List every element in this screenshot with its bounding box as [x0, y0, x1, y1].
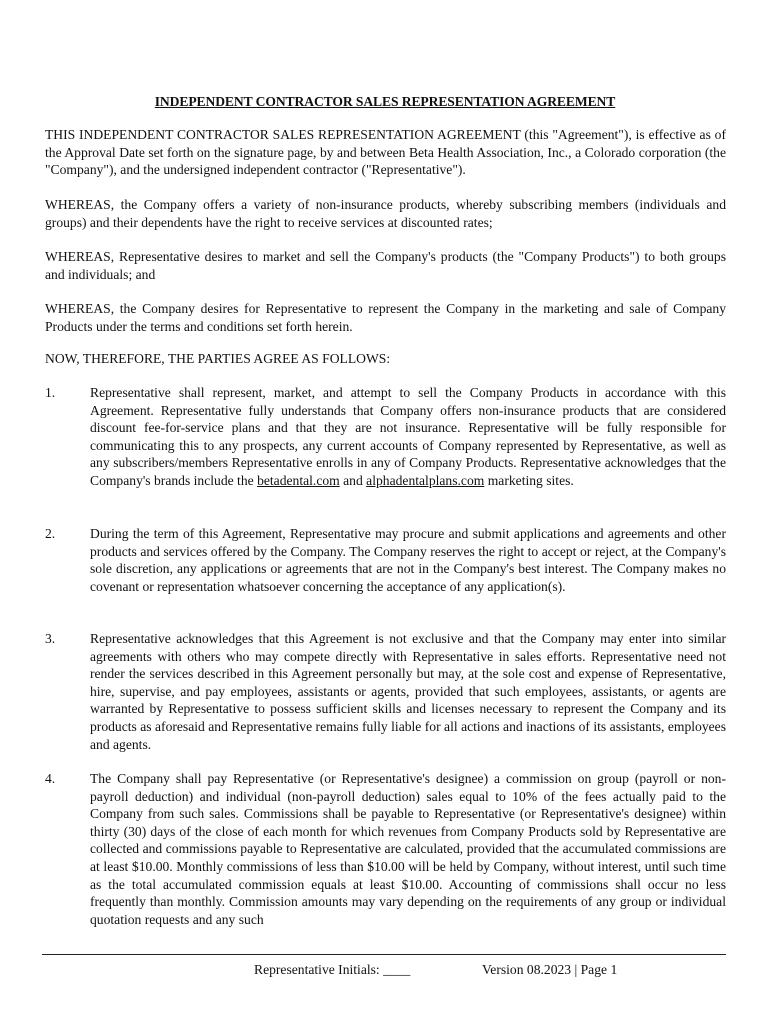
footer-divider	[42, 954, 726, 955]
clause-number: 4.	[45, 771, 56, 786]
clause-text-part: Representative shall represent, market, and attempt to sell the Company Products in accordance with this Agreement. Representative fully understands that Company offers non-insurance products that are considered discount fee-for-service plans and that they are not insurance. Representative will be fully responsible for communicating this to any prospects, any current accounts of Company represented by Representative, as well as any subscribers/members Representative enrolls in any of Company Products. Representative acknowledges that the Company's brands include the	[90, 385, 726, 488]
footer-version-page: Version 08.2023 | Page 1	[482, 962, 618, 977]
intro-paragraph: THIS INDEPENDENT CONTRACTOR SALES REPRESENTATION AGREEMENT (this "Agreement"), is effective as of the Approval Date set forth on the signature page, by and between Beta Health Association, Inc., a Colorado corporation (the "Company"), and the undersigned independent contractor ("Representative").	[45, 127, 726, 178]
clause-text: During the term of this Agreement, Representative may procure and submit applications and agreements and other products and services offered by the Company. The Company reserves the right to accept or reject, at the Company's sole discretion, any applications or agreements that are not in the Company's best interest. The Company makes no covenant or representation whatsoever concerning the acceptance of any application(s).	[90, 526, 726, 594]
betadental-link[interactable]: betadental.com	[257, 472, 340, 488]
clause-text: Representative acknowledges that this Agreement is not exclusive and that the Company may enter into similar agreements with others who may compete directly with Representative in sales efforts. Representative need not render the services described in this Agreement personally but may, at the sole cost and expense of Representative, hire, supervise, and pay employees, assistants or agents, provided that such employees, assistants, or agents are warranted by Representative to possess sufficient skills and licenses necessary to represent the Company and its products as aforesaid and Representative remains fully liable for all actions and inactions of its assistants, employees and agents.	[90, 631, 726, 752]
clause-text-part: and	[339, 472, 367, 488]
whereas-paragraph-1: WHEREAS, the Company offers a variety of non-insurance products, whereby subscribing members (individuals and groups) and their dependents have the right to receive services at discounted rates;	[45, 197, 726, 230]
document-title: INDEPENDENT CONTRACTOR SALES REPRESENTATION AGREEMENT	[154, 94, 616, 109]
clause-text: The Company shall pay Representative (or Representative's designee) a commission on group (payroll or non-payroll deduction) and individual (non-payroll deduction) sales equal to 10% of the fees actually paid to the Company from such sales. Commissions shall be payable to Representative (or Representative's designee) within thirty (30) days of the close of each month for which revenues from Company Products sold by Representative are collected and commissions payable to Representative are calculated, provided that the accumulated commissions are at least $10.00. Monthly commissions of less than $10.00 will be held by Company, without interest, until such time as the total accumulated commission equals at least $10.00. Accounting of commissions shall occur no less frequently than monthly. Commission amounts may vary depending on the requirements of any group or individual quotation requests and any such	[90, 771, 726, 927]
clause-text-part: marketing sites.	[484, 472, 574, 488]
now-therefore-heading: NOW, THEREFORE, THE PARTIES AGREE AS FOLLOWS:	[45, 351, 391, 366]
whereas-paragraph-3: WHEREAS, the Company desires for Representative to represent the Company in the marketing and sale of Company Products under the terms and conditions set forth herein.	[45, 301, 726, 334]
clause-number: 3.	[45, 631, 56, 646]
alphadentalplans-link[interactable]: alphadentalplans.com	[366, 472, 485, 488]
clause-number: 1.	[45, 385, 56, 400]
footer-initials: Representative Initials: ____	[254, 962, 411, 977]
clause-text	[90, 384, 726, 490]
clause-number: 2.	[45, 526, 56, 541]
whereas-paragraph-2: WHEREAS, Representative desires to market and sell the Company's products (the "Company Products") to both groups and individuals; and	[45, 249, 726, 282]
